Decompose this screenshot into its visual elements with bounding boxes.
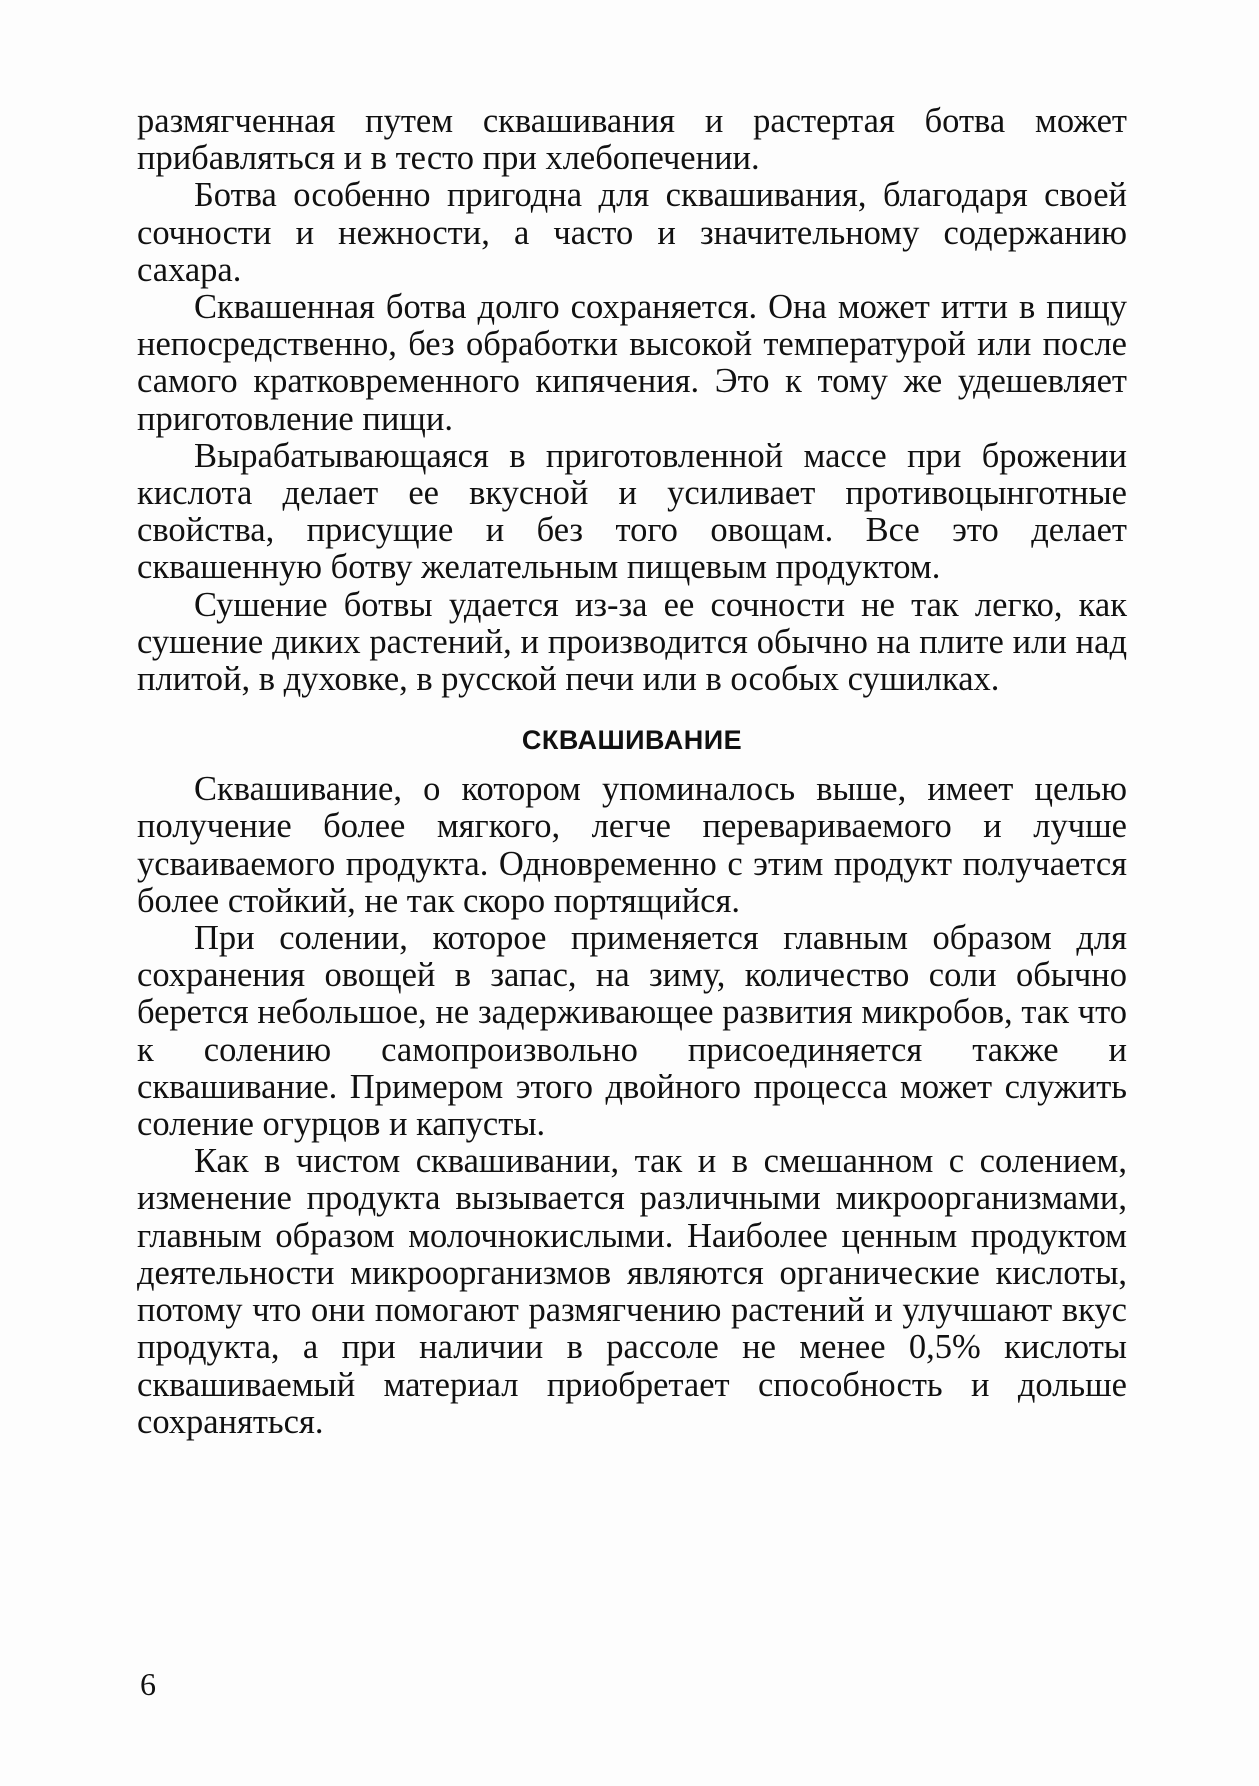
paragraph-continuation: размягченная путем сквашивания и растертая ботва может прибавляться и в тесто при хлебопечении. bbox=[137, 102, 1127, 178]
paragraph-souring-purpose: Сквашивание, о котором упоминалось выше, имеет целью получение более мягкого, легче перевариваемого и лучше усваиваемого продукта. Одновременно с этим продукт получается более стойкий, не так скоро портящийся. bbox=[137, 770, 1127, 920]
paragraph-salting: При солении, которое применяется главным образом для сохранения овощей в запас, на зиму, количество соли обычно берется небольшое, не задерживающее развития микробов, так что к солению самопроизвольно присоединяется также и сквашивание. Примером этого двойного процесса может служить соление огурцов и капусты. bbox=[137, 919, 1127, 1144]
text-column bbox=[137, 103, 1127, 1441]
section-heading: СКВАШИВАНИЕ bbox=[521, 725, 743, 756]
paragraph-drying: Сушение ботвы удается из-за ее сочности не так легко, как сушение диких растений, и производится обычно на плите или над плитой, в духовке, в русской печи или в особых сушилках. bbox=[137, 585, 1127, 699]
paragraph-microorganisms: Как в чистом сквашивании, так и в смешанном с солением, изменение продукта вызывается различными микроорганизмами, главным образом молочнокислыми. Наиболее ценным продуктом деятельности микроорганизмов являются органические кислоты, потому что они помогают размягчению растений и улучшают вкус продукта, а при наличии в рассоле не менее 0,5% кислоты сквашиваемый материал приобретает способность и дольше сохраняться. bbox=[137, 1142, 1127, 1441]
paragraph-fermentation-acid: Вырабатывающаяся в приготовленной массе при брожении кислота делает ее вкусной и усиливает противоцынготные свойства, присущие и без того овощам. Все это делает сквашенную ботву желательным пищевым продуктом. bbox=[137, 436, 1127, 587]
paragraph-botva-storage: Сквашенная ботва долго сохраняется. Она может итти в пищу непосредственно, без обработки высокой температурой или после самого кратковременного кипячения. Это к тому же удешевляет приготовление пищи. bbox=[137, 288, 1127, 438]
page-number: 6 bbox=[140, 1666, 156, 1702]
paragraph-botva-suitability: Ботва особенно пригодна для сквашивания, благодаря своей сочности и нежности, а часто и значительному содержанию сахара. bbox=[137, 176, 1127, 289]
